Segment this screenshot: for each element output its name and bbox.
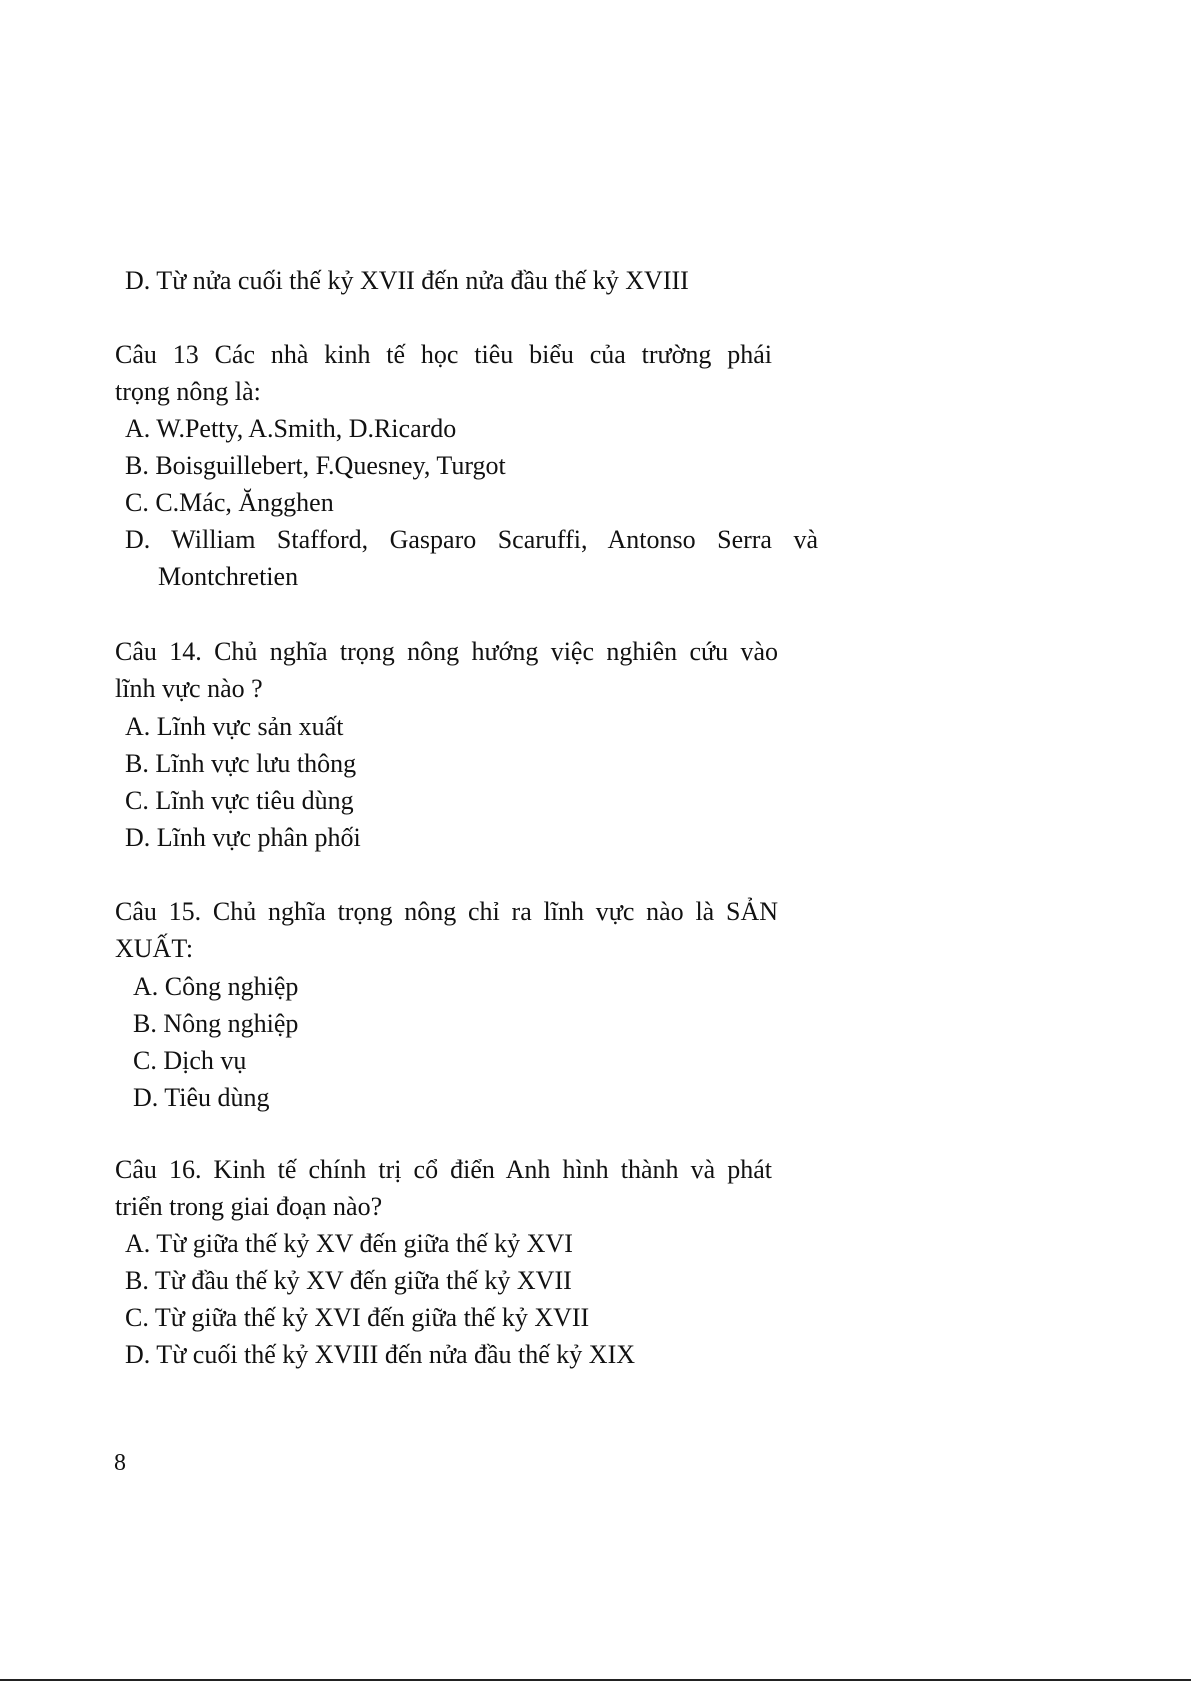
question-15-text-line2: XUẤT: [115, 934, 194, 963]
question-13-option-d-line2: Montchretien [158, 562, 299, 591]
question-16-option-a: A. Từ giữa thế kỷ XV đến giữa thế kỷ XVI [125, 1229, 573, 1258]
question-16-option-d: D. Từ cuối thế kỷ XVIII đến nửa đầu thế kỷ XIX [125, 1340, 636, 1369]
question-14-option-a: A. Lĩnh vực sản xuất [125, 712, 344, 741]
prev-option-d: D. Từ nửa cuối thế kỷ XVII đến nửa đầu thế kỷ XVIII [125, 266, 689, 295]
question-13-option-c: C. C.Mác, Ăngghen [125, 488, 334, 517]
question-14-text-line2: lĩnh vực nào ? [115, 674, 263, 703]
question-15-option-b: B. Nông nghiệp [133, 1009, 299, 1038]
question-16-option-b: B. Từ đầu thế kỷ XV đến giữa thế kỷ XVII [125, 1266, 572, 1295]
question-14-option-b: B. Lĩnh vực lưu thông [125, 749, 357, 778]
question-15-option-c: C. Dịch vụ [133, 1046, 247, 1075]
question-14-option-c: C. Lĩnh vực tiêu dùng [125, 786, 354, 815]
bottom-rule [0, 1679, 1191, 1681]
question-16-text-line2: triển trong giai đoạn nào? [115, 1192, 383, 1221]
question-13-option-d-line1: D. William Stafford, Gasparo Scaruffi, Antonso Serra và [125, 525, 818, 554]
question-13-text-line1: Câu 13 Các nhà kinh tế học tiêu biểu của trường phái [115, 340, 772, 369]
question-14-text-line1: Câu 14. Chủ nghĩa trọng nông hướng việc nghiên cứu vào [115, 637, 778, 666]
question-13-text-line2: trọng nông là: [115, 377, 261, 406]
page-number: 8 [114, 1450, 126, 1476]
question-15-option-d: D. Tiêu dùng [133, 1083, 270, 1112]
question-16-option-c: C. Từ giữa thế kỷ XVI đến giữa thế kỷ XVII [125, 1303, 590, 1332]
question-13-option-b: B. Boisguillebert, F.Quesney, Turgot [125, 451, 506, 480]
question-13-option-a: A. W.Petty, A.Smith, D.Ricardo [125, 414, 457, 443]
question-16-text-line1: Câu 16. Kinh tế chính trị cổ điển Anh hình thành và phát [115, 1155, 772, 1184]
question-15-text-line1: Câu 15. Chủ nghĩa trọng nông chỉ ra lĩnh vực nào là SẢN [115, 897, 778, 926]
question-14-option-d: D. Lĩnh vực phân phối [125, 823, 361, 852]
question-15-option-a: A. Công nghiệp [133, 972, 299, 1001]
